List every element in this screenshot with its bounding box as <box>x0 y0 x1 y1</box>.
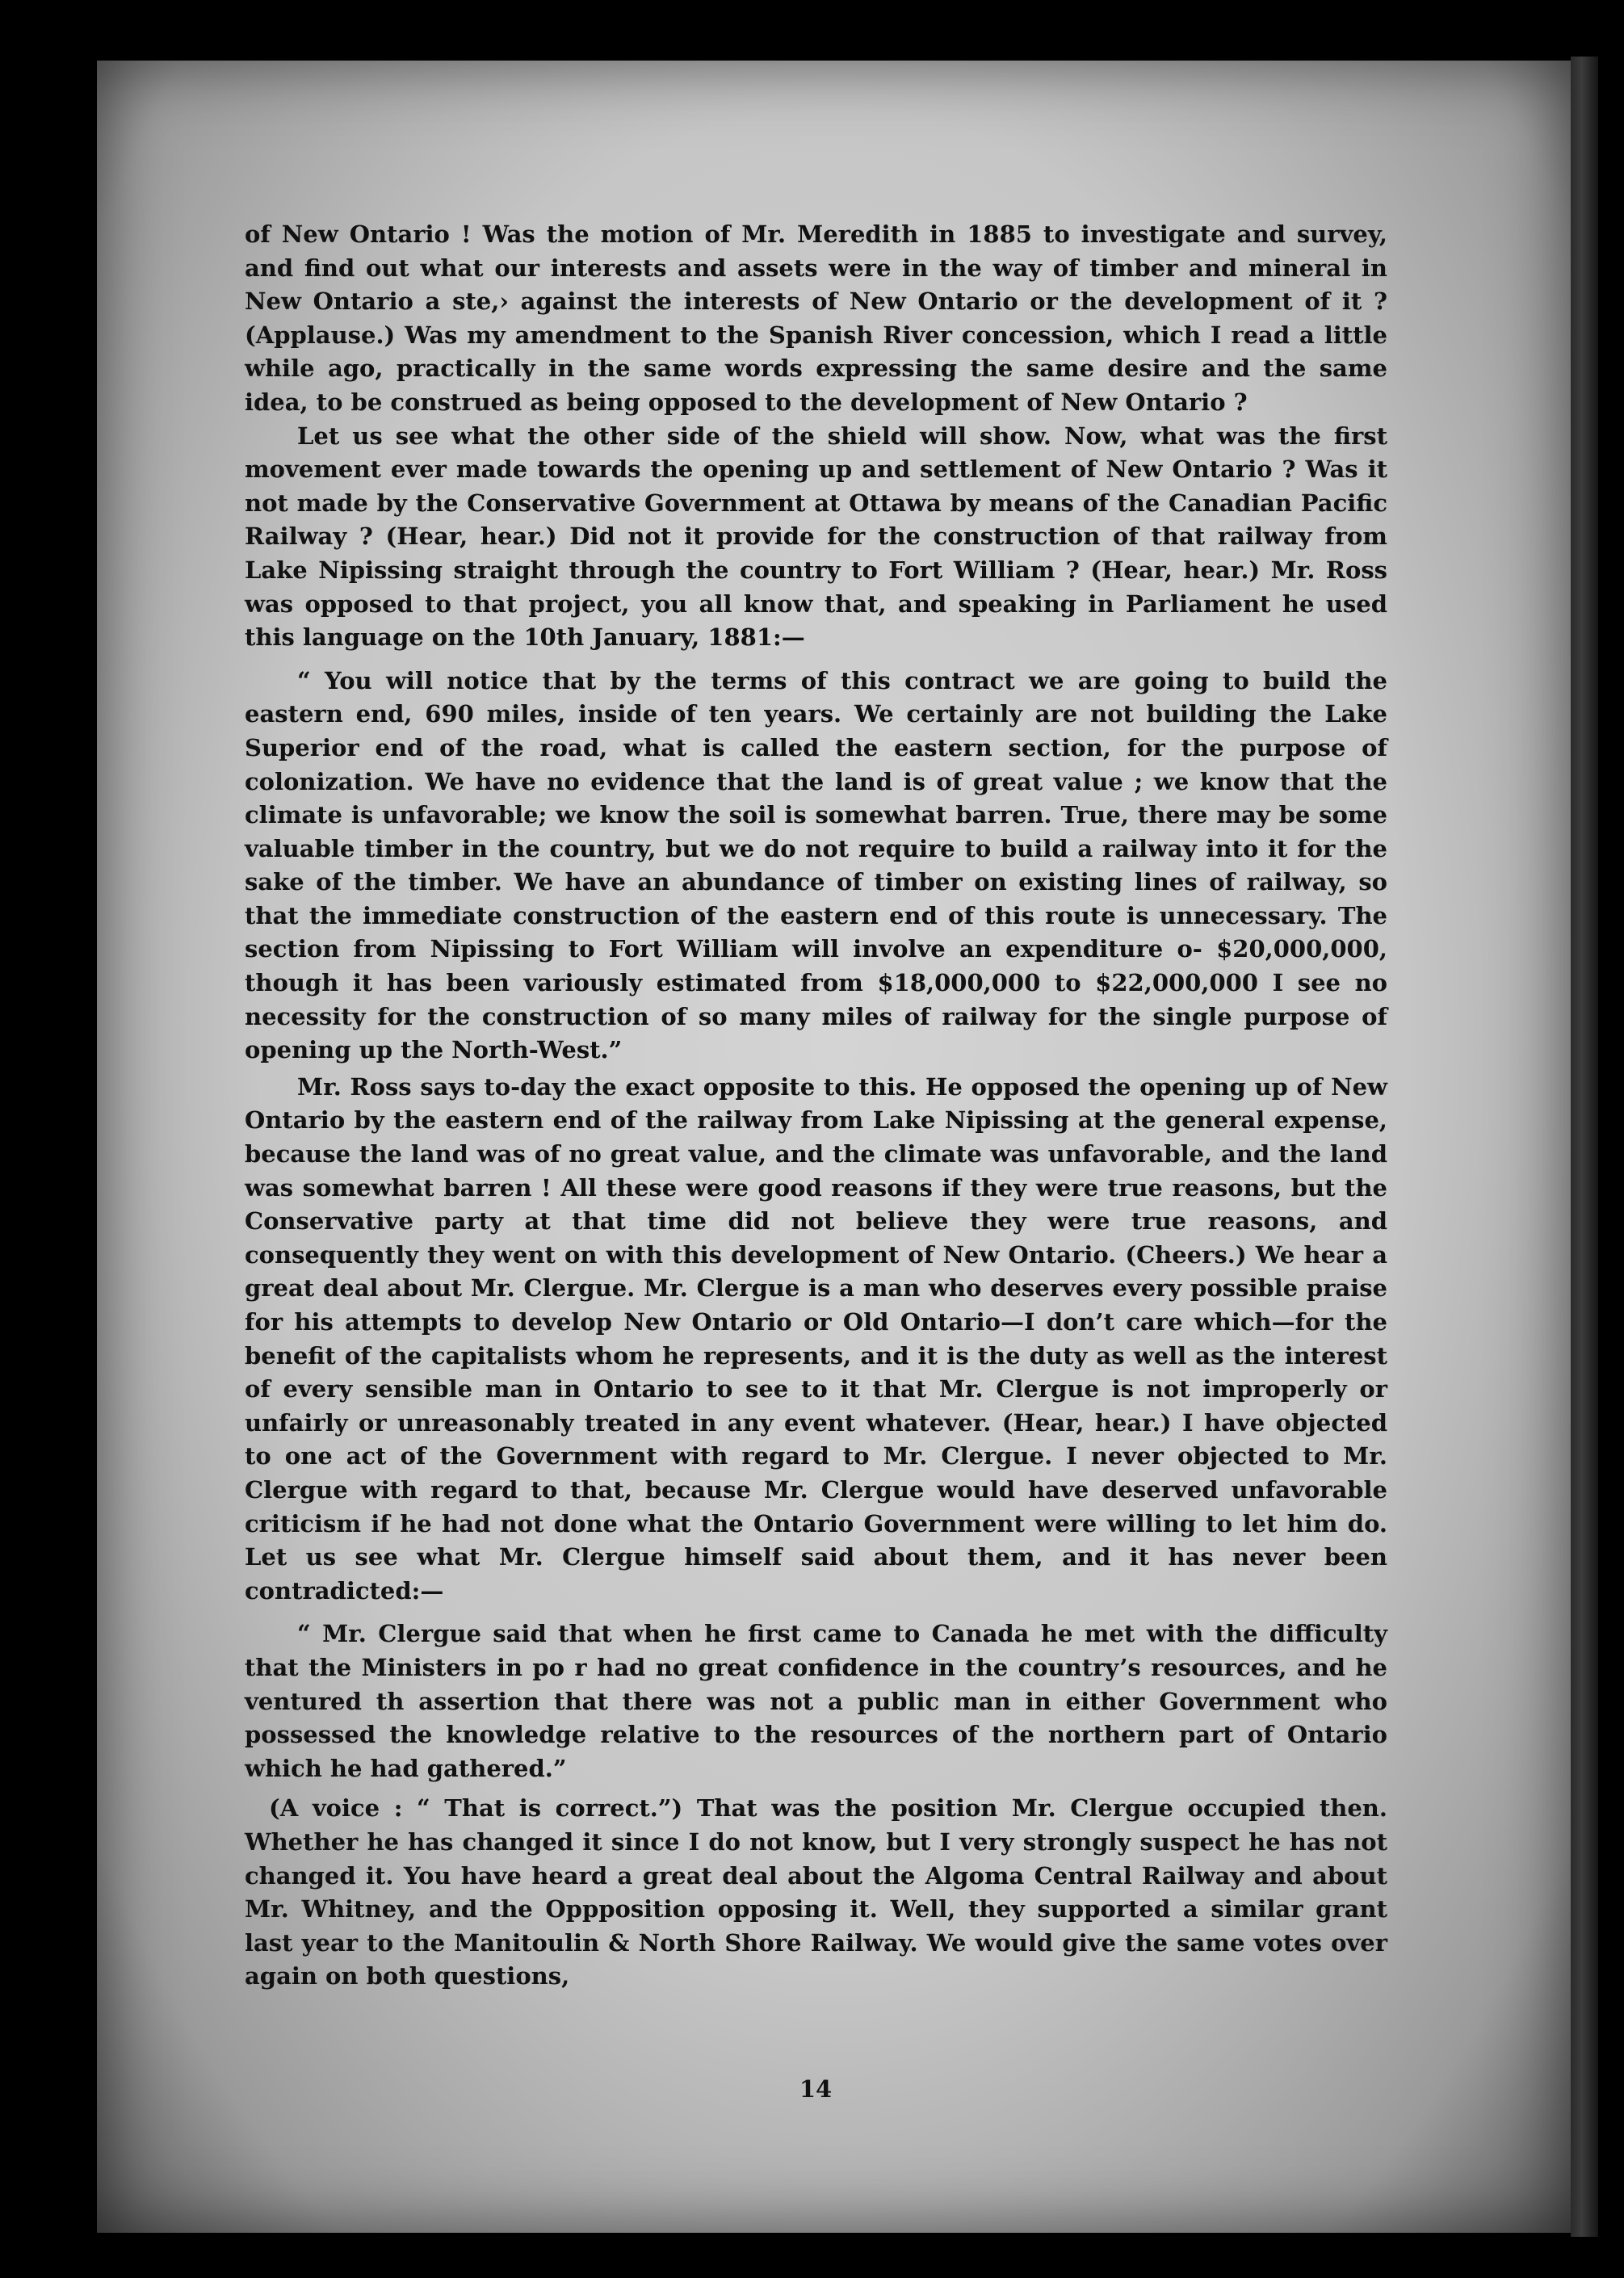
paragraph-new-ontario-questions: of New Ontario ! Was the motion of Mr. Meredith in 1885 to investigate and survey, and find out what our interests and assets were in the way of timber and mineral in New Ontario a ste,› against the interests of New Ontario or the development of it ? (Applause.) Was my amendment to the Spanish River concession, which I read a little while ago, practically in the same words expressing the same desire and the same idea, to be construed as being opposed to the development of New Ontario ? <box>245 220 1387 416</box>
body-text <box>245 218 1387 1994</box>
book-spine <box>1571 57 1598 2237</box>
quote-ross-parliament: “ You will notice that by the terms of this contract we are going to build the eastern end, 690 miles, inside of ten years. We certainly are not building the Lake Superior end of the road, what is called the eastern section, for the purpose of colonization. We have no evidence that the land is of great value ; we know that the climate is unfavorable; we know the soil is somewhat barren. True, there may be some valuable timber in the country, but we do not require to build a railway into it for the sake of the timber. We have an abundance of timber on existing lines of railway, so that the immediate construction of the eastern end of this route is unnecessary. The section from Nipissing to Fort William will involve an expenditure o‑ $20,000,000, though it has been variously estimated from $18,000,000 to $22,000,000 I see no necessity for the construction of so many miles of railway for the single purpose of opening up the North-West.” <box>245 666 1387 1064</box>
paragraph-shield: Let us see what the other side of the shield will show. Now, what was the first movement ever made towards the opening up and settlement of New Ontario ? Was it not made by the Conservative Government at Ottawa by means of the Canadian Pacific Railway ? (Hear, hear.) Did not it provide for the construction of that railway from Lake Nipissing straight through the country to Fort William ? (Hear, hear.) Mr. Ross was opposed to that project, you all know that, and speaking in Parliament he used this language on the 10th January, 1881:— <box>245 422 1387 652</box>
page-number: 14 <box>799 2075 833 2103</box>
quote-clergue: “ Mr. Clergue said that when he first came to Canada he met with the difficulty that the Ministers in po r had no great confidence in the country’s resources, and he ventured th assertion that there was not a public man in either Government who possessed the knowledge relative to the resources of the northern part of Ontario which he had gathered.” <box>245 1620 1387 1782</box>
paragraph-a-voice: (A voice : “ That is correct.”) That was the position Mr. Clergue occupied then. Whether he has changed it since I do not know, but I very strongly suspect he has not changed it. You have heard a great deal about the Algoma Central Railway and about Mr. Whitney, and the Oppposition opposing it. Well, they supported a similar grant last year to the Manitoulin & North Shore Railway. We would give the same votes over again on both questions, <box>245 1794 1387 1991</box>
paragraph-ross-opposite: Mr. Ross says to-day the exact opposite to this. He opposed the opening up of New Ontario by the eastern end of the railway from Lake Nipissing at the general expense, because the land was of no great value, and the climate was unfavorable, and the land was somewhat barren ! All these were good reasons if they were true reasons, but the Conservative party at that time did not believe they were true reasons, and consequently they went on with this development of New Ontario. (Cheers.) We hear a great deal about Mr. Clergue. Mr. Clergue is a man who deserves every possible praise for his attempts to develop New Ontario or Old Ontario—I don’t care which—for the benefit of the capitalists whom he represents, and it is the duty as well as the interest of every sensible man in Ontario to see to it that Mr. Clergue is not improperly or unfairly or unreasonably treated in any event whatever. (Hear, hear.) I have objected to one act of the Government with regard to Mr. Clergue. I never objected to Mr. Clergue with regard to that, because Mr. Clergue would have deserved unfavorable criticism if he had not done what the Ontario Government were willing to let him do. Let us see what Mr. Clergue himself said about them, and it has never been contradicted:— <box>245 1072 1387 1605</box>
